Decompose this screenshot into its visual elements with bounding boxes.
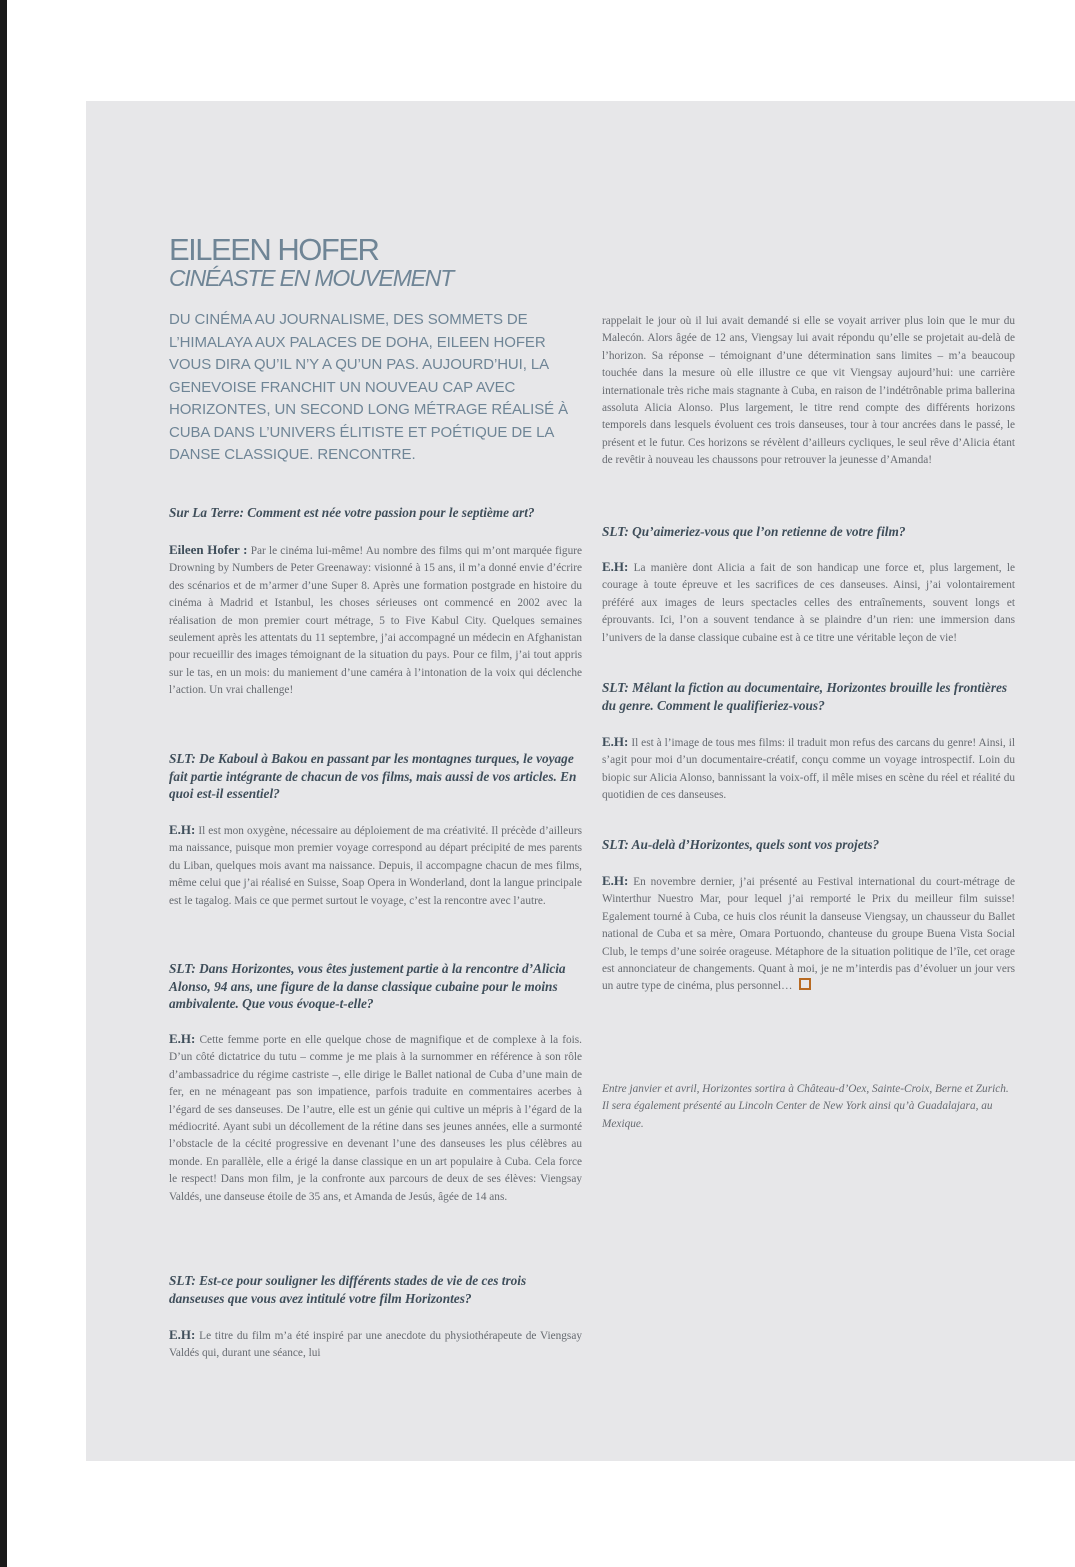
answer-5	[602, 558, 1015, 647]
answer-4-continued: rappelait le jour où il lui avait demandé si elle se voyait arriver plus loin que le mur du Malecón. Alors âgée de 12 ans, Viengsay lui avait répondu qu’elle se projetait au-delà de l’horizon. Sa réponse – témoignant d’une détermination sans limites – m’a beaucoup touchée dans la mesure où elle illustre ce que vit Viengsay aujourd’hui: une carrière internationale très riche mais stagnante à Cuba, en raison de l’indétrônable prima ballerina assoluta Alicia Alonso. Plus largement, le titre rend compte des différents horizons temporels dans lesquels évoluent ces trois danseuses, tour à tour ancrées dans le passé, le présent et le futur. Ces horizons se révèlent d’ailleurs cycliques, le seul rêve d’Alicia étant de revêtir à nouveau les chaussons pour retrouver la jeunesse d’Amanda!	[602, 315, 1015, 467]
question-2: SLT: De Kaboul à Bakou en passant par les montagnes turques, le voyage fait partie intégrante de chacun de vos films, mais aussi de vos articles. En quoi est-il essentiel?	[169, 751, 577, 801]
question-6: SLT: Mêlant la fiction au documentaire, Horizontes brouille les frontières du genre. Comment le qualifieriez-vous?	[602, 680, 1008, 713]
release-note: Entre janvier et avril, Horizontes sortira à Château-d’Oex, Sainte-Croix, Berne et Zurich. Il sera également présenté au Lincoln Center de New York ainsi qu’à Guadalajara, au Mexique.	[602, 1083, 1009, 1130]
question-4: SLT: Est-ce pour souligner les différents stades de vie de ces trois danseuses que vous avez intitulé votre film Horizontes?	[169, 1273, 527, 1306]
magazine-page	[86, 101, 1075, 1461]
speaker-label: E.H:	[169, 1031, 196, 1046]
answer-text: La manière dont Alicia a fait de son handicap une force et, plus largement, le courage à toute épreuve et les sacrifices de ces danseuses. Ainsi, j’ai volontairement préféré aux images de leurs spectacles celles des entraînements, souvent longs et éprouvants. Ici, l’on a souvent tendance à se plaindre d’un rien: une immersion dans l’univers de la danse classique cubaine est à ce titre une véritable leçon de vie!	[602, 562, 1016, 644]
question-1: Sur La Terre: Comment est née votre passion pour le septième art?	[169, 505, 535, 520]
answer-text: Il est à l’image de tous mes films: il traduit mon refus des carcans du genre! Ainsi, il s’agit pour moi d’un documentaire-créatif, conçu comme un voyage introspectif. Loin du biopic sur Alicia Alonso, bannissant la voix-off, il mêle mises en scène du réel et réalité du quotidien de ces danseuses.	[602, 737, 1015, 802]
answer-7	[602, 872, 1015, 996]
question-3: SLT: Dans Horizontes, vous êtes justement partie à la rencontre d’Alicia Alonso, 94 ans, une figure de la danse classique cubaine pour le moins ambivalente. Que vous évoque-t-elle?	[169, 961, 566, 1011]
article-title: EILEEN HOFER	[169, 232, 379, 267]
answer-6	[602, 733, 1015, 805]
question-5: SLT: Qu’aimeriez-vous que l’on retienne de votre film?	[602, 524, 906, 539]
speaker-label: E.H:	[602, 873, 629, 888]
speaker-label: Eileen Hofer :	[169, 542, 248, 557]
end-of-article-square-icon	[799, 978, 811, 990]
answer-text: En novembre dernier, j’ai présenté au Festival international du court-métrage de Winterthur Nuestro Mar, pour lequel j’ai remporté le Prix du meilleur film suisse! Egalement tourné à Cuba, ce huis clos réunit la danseuse Viengsay, un chausseur du Ballet national de Cuba et sa mère, Omara Portuondo, chanteuse du groupe Buena Vista Social Club, le temps d’une soirée orageuse. Métaphore de la situation politique de l’île, cet orage est annonciateur de changements. Quant à moi, je ne m’interdis pas d’évoluer un jour vers un autre type de cinéma, plus personnel…	[602, 876, 1015, 993]
speaker-label: E.H:	[602, 559, 629, 574]
answer-text: Par le cinéma lui-même! Au nombre des films qui m’ont marquée figure Drowning by Numbers de Peter Greenaway: visionné à 15 ans, il m’a donné envie d’écrire des scénarios et de m’armer d’une Super 8. Après une formation postgrade en histoire du cinéma à Madrid et Istanbul, les choses sérieuses ont commencé en 2002 avec la réalisation de mon premier court métrage, 5 to Five Kabul City. Quelques semaines seulement après les attentats du 11 septembre, j’ai accompagné un médecin en Afghanistan pour recueillir des images témoignant de la situation du pays. Pour ce film, j’ai tout appris sur le tas, en un mois: du maniement d’une caméra à l’intonation de la voix qui déclenche l’action. Un vrai challenge!	[169, 545, 583, 697]
answer-text: Il est mon oxygène, nécessaire au déploiement de ma créativité. Il précède d’ailleurs ma naissance, puisque mon premier voyage correspond au départ précipité de mes parents du Liban, quelques mois avant ma naissance. Depuis, il accompagne chacun de mes films, même celui que j’ai réalisé en Suisse, Soap Opera in Wonderland, dont la langue principale est le tagalog. Mais ce que permet surtout le voyage, c’est la rencontre avec l’autre.	[169, 825, 583, 907]
speaker-label: E.H:	[169, 1327, 196, 1342]
left-edge-bar	[0, 0, 7, 1567]
answer-text: Cette femme porte en elle quelque chose de magnifique et de complexe à la fois. D’un côté dictatrice du tutu – comme je me plais à la surnommer en référence à son rôle d’ambassadrice du régime castriste –, elle dirige le Ballet national de Cuba d’une main de fer, en ne ménageant pas son impatience, parfois traduite en commentaires acerbes à l’égard de ses danseuses. De l’autre, elle est un génie qui cultive un mépris à l’égard de la médiocrité. Ayant subi un décollement de la rétine dans ses jeunes années, elle a surmonté l’obstacle de la cécité progressive en devenant l’une des danseuses les plus célèbres au monde. En parallèle, elle a érigé la danse classique en un art populaire à Cuba. Cela force le respect! Dans mon film, je la confronte aux parcours de deux de ses élèves: Viengsay Valdés, une danseuse étoile de 35 ans, et Amanda de Jesús, âgée de 14 ans.	[169, 1034, 582, 1203]
article-subtitle: CINÉASTE EN MOUVEMENT	[169, 265, 454, 291]
question-7: SLT: Au-delà d’Horizontes, quels sont vos projets?	[602, 837, 880, 852]
answer-1	[169, 541, 582, 700]
answer-3	[169, 1030, 582, 1206]
article-lead: DU CINÉMA AU JOURNALISME, DES SOMMETS DE L’HIMALAYA AUX PALACES DE DOHA, EILEEN HOFER VOUS DIRA QU’IL N’Y A QU’UN PAS. AUJOURD’HUI, LA GENEVOISE FRANCHIT UN NOUVEAU CAP AVEC HORIZONTES, UN SECOND LONG MÉTRAGE RÉALISÉ À CUBA DANS L’UNIVERS ÉLITISTE ET POÉTIQUE DE LA DANSE CLASSIQUE. RENCONTRE.	[169, 311, 568, 463]
answer-2	[169, 821, 582, 910]
answer-4	[169, 1326, 582, 1363]
speaker-label: E.H:	[602, 734, 629, 749]
answer-text: Le titre du film m’a été inspiré par une anecdote du physiothérapeute de Viengsay Valdés qui, durant une séance, lui	[169, 1330, 582, 1360]
speaker-label: E.H:	[169, 822, 196, 837]
